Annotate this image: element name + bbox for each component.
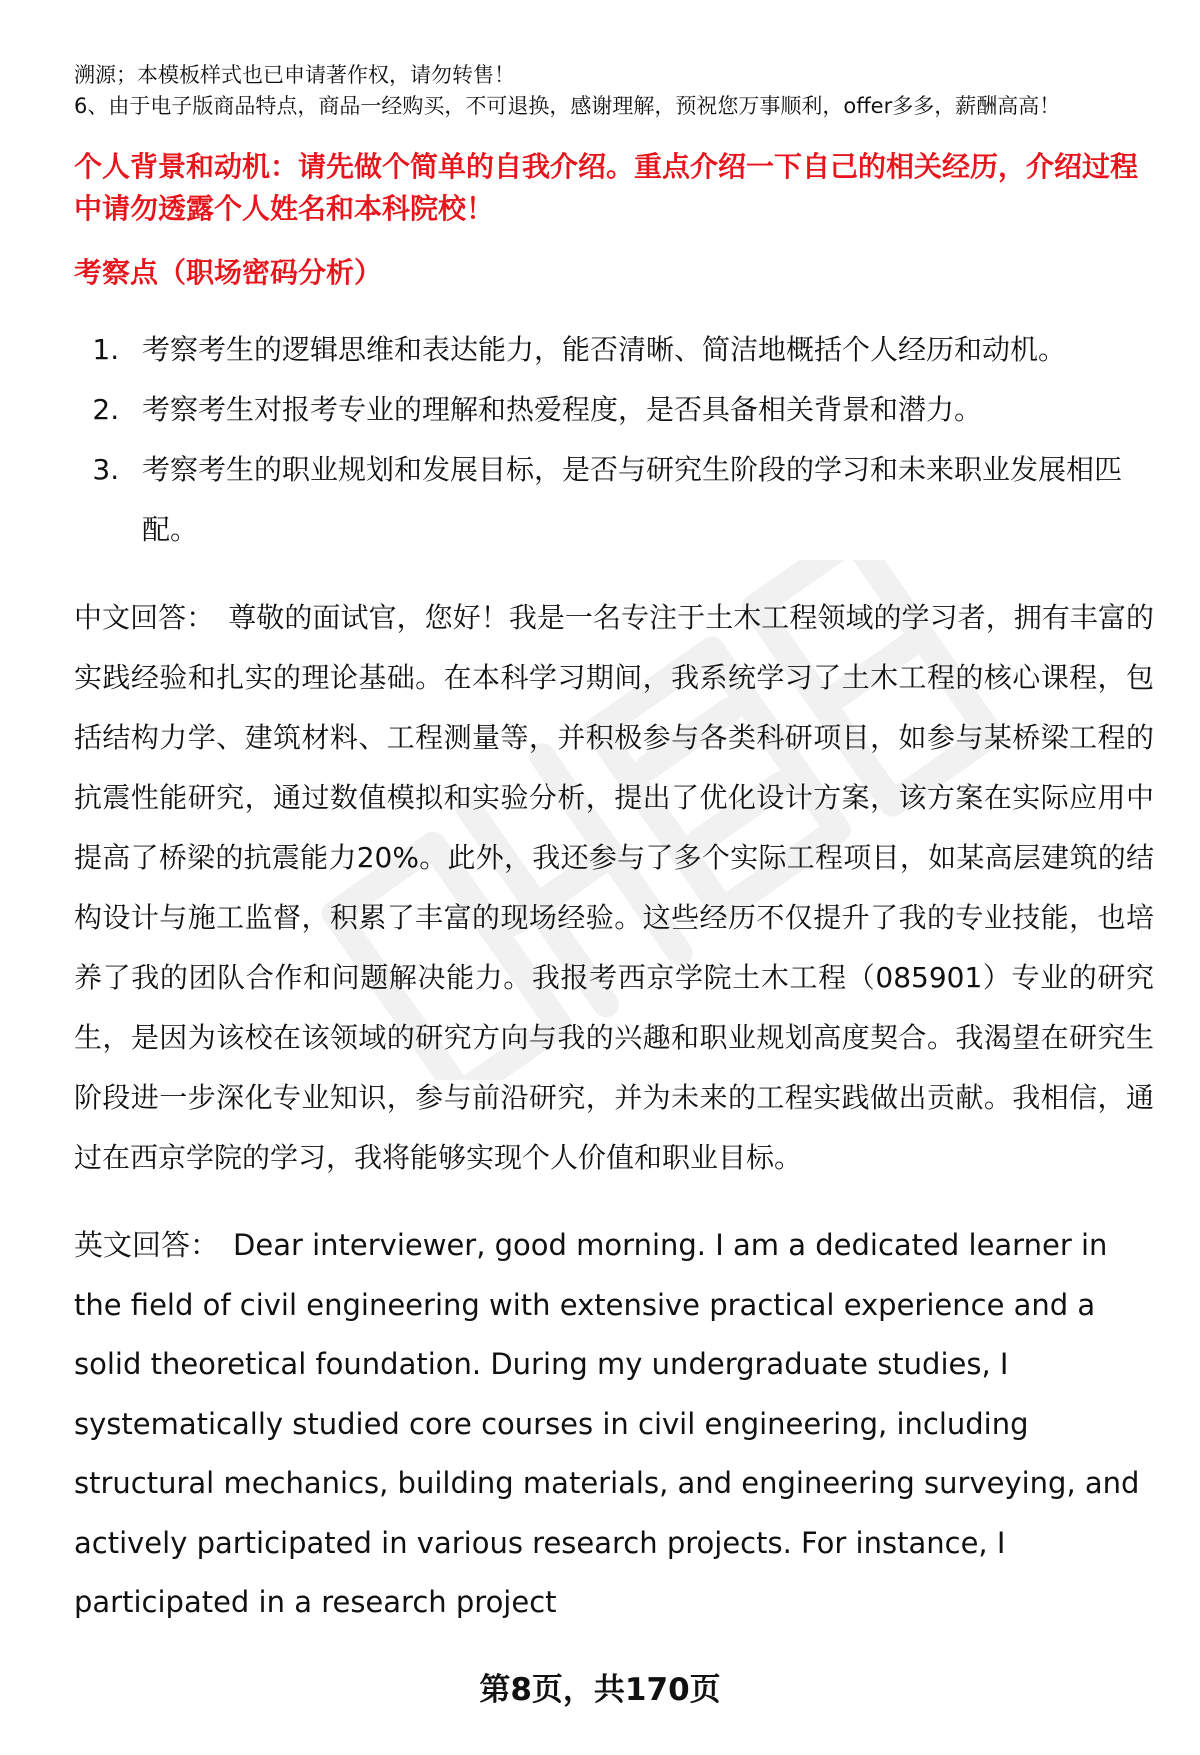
page-indicator: 第8页，共170页 <box>479 1672 721 1708</box>
chinese-answer-text: 尊敬的面试官，您好！我是一名专注于土木工程领域的学习者，拥有丰富的实践经验和扎实的理论基础。在本科学习期间，我系统学习了土木工程的核心课程，包括结构力学、建筑材料、工程测量等，并积极参与各类科研项目，如参与某桥梁工程的抗震性能研究，通过数值模拟和实验分析，提出了优化设计方案，该方案在实际应用中提高了桥梁的抗震能力20%。此外，我还参与了多个实际工程项目，如某高层建筑的结构设计与施工监督，积累了丰富的现场经验。这些经历不仅提升了我的专业技能，也培养了我的团队合作和问题解决能力。我报考西京学院土木工程（085901）专业的研究生，是因为该校在该领域的研究方向与我的兴趣和职业规划高度契合。我渴望在研究生阶段进一步深化专业知识，参与前沿研究，并为未来的工程实践做出贡献。我相信，通过在西京学院的学习，我将能够实现个人价值和职业目标。 <box>74 601 1154 1174</box>
question-title: 个人背景和动机：请先做个简单的自我介绍。重点介绍一下自己的相关经历，介绍过程中请勿透露个人姓名和本科院校！ <box>74 150 1139 225</box>
notice-line-2: 6、由于电子版商品特点，商品一经购买，不可退换，感谢理解，预祝您万事顺利，offer多多，薪酬高高！ <box>74 94 1061 118</box>
notice-line-1: 溯源；本模板样式也已申请著作权，请勿转售！ <box>74 63 515 87</box>
document-body <box>74 60 1154 1633</box>
assessment-points-list <box>74 320 1154 560</box>
notice-block <box>74 60 1154 122</box>
english-answer-label: 英文回答： <box>74 1228 220 1262</box>
list-item: 3. 考察考生的职业规划和发展目标，是否与研究生阶段的学习和未来职业发展相匹配。 <box>128 440 1154 560</box>
english-answer <box>74 1216 1154 1633</box>
chinese-answer <box>74 588 1154 1188</box>
list-item: 1. 考察考生的逻辑思维和表达能力，能否清晰、简洁地概括个人经历和动机。 <box>128 320 1154 380</box>
list-item: 2. 考察考生对报考专业的理解和热爱程度，是否具备相关背景和潜力。 <box>128 380 1154 440</box>
english-answer-text: Dear interviewer, good morning. I am a dedicated learner in the field of civil engineering with extensive practical experience and a solid theoretical foundation. During my undergraduate studies, I systematically studied core courses in civil engineering, including structural mechanics, building materials, and engineering surveying, and actively participated in various research projects. For instance, I participated in a research project <box>74 1228 1140 1619</box>
points-heading: 考察点（职场密码分析） <box>74 256 383 289</box>
chinese-answer-label: 中文回答： <box>74 601 215 634</box>
